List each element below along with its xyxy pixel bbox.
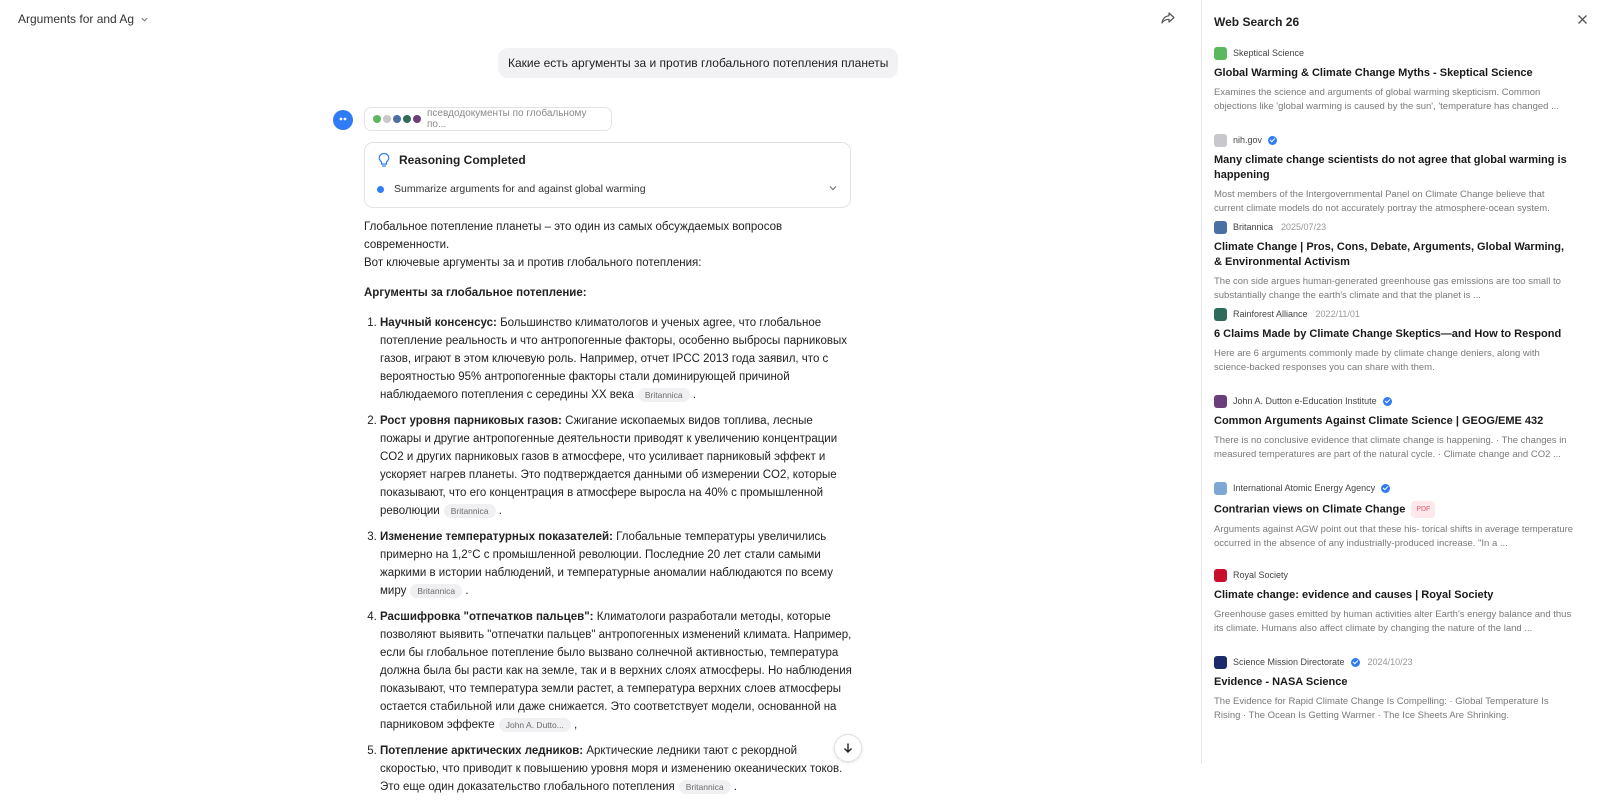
result-title[interactable]: Evidence - NASA Science [1214,676,1348,688]
section-heading: Аргументы за глобальное потепление: [364,287,587,299]
verified-badge-icon [1351,658,1360,667]
citation-chip[interactable]: Britannica [679,780,731,794]
source-favicon-icon [1214,308,1227,321]
item-title: Рост уровня парниковых газов: [380,415,562,427]
search-result[interactable] [1214,568,1574,655]
source-name: Skeptical Science [1233,48,1305,58]
item-text: Климатологи разработали методы, которые позволяют выявить "отпечатки пальцев" антропогенных изменений климата. Например, если бы глобальное потепление было вызвано солнечной активностью, температура должна была бы расти как на земле, так и в верхних слоях атмосферы. Но наблюдения показывают, что температура земли растет, а температура верхних слоев атмосферы остается стабильной или даже снижается. Это соответствует модели, основанной на парниковом эффекте [380,611,852,731]
reasoning-step-text: Summarize arguments for and against global warming [394,183,646,195]
item-text: Глобальные температуры увеличились примерно на 1,2°C с промышленной революции. Последние 20 лет стали самыми жаркими в истории наблюдений, и температурные аномалии наблюдаются по всему миру [380,531,833,597]
conversation-title: Arguments for and Ag [18,12,135,26]
citation-chip[interactable]: Britannica [410,584,462,598]
list-item: 4. Расшифровка "отпечатков пальцев": Климатологи разработали методы, которые позволяют выявить "отпечатки пальцев" антропогенных изменений климата. Например, если бы глобальное потепление было вызвано солнечной активностью, температура должна была бы расти как на земле, так и в верхних слоях атмосферы. Но наблюдения показывают, что температура земли растет, а температура верхних слоев атмосферы остается стабильной или даже снижается. Это соответствует модели, основанной на парниковом эффекте John A. Dutto... , [380,608,854,734]
source-favicon-icon [1214,569,1227,582]
result-date: 2022/11/01 [1315,309,1360,319]
source-favicon-icon [1214,47,1227,60]
item-title: Изменение температурных показателей: [380,531,613,543]
source-favicons [373,115,421,123]
result-source [1214,220,1574,234]
result-source [1214,133,1574,147]
arguments-list [364,314,854,796]
source-favicon-icon [1214,482,1227,495]
verified-badge-icon [1381,484,1390,493]
result-snippet: The con side argues human-generated greenhouse gas emissions are too small to substantially change the earth's climate and that the planet is ... [1214,276,1561,301]
source-favicon-icon [1214,656,1227,669]
list-item: 3. Изменение температурных показателей: Глобальные температуры увеличились примерно на 1,2°C с промышленной революции. Последние 20 лет стали самыми жаркими в истории наблюдений, и температурные аномалии наблюдаются по всему миру Britannica . [380,528,854,600]
search-result[interactable] [1214,394,1574,481]
item-text: Арктические ледники тают с рекордной скоростью, что приводит к повышению уровня моря и изменению океанических токов. Это еще один доказательство глобального потепления [380,745,843,793]
list-item: 5. Потепление арктических ледников: Арктические ледники тают с рекордной скоростью, что приводит к повышению уровня моря и изменению океанических токов. Это еще один доказательство глобального потепления Britannica . [380,742,854,796]
expand-chevron-icon[interactable] [828,183,838,193]
reasoning-card [364,142,851,208]
share-icon[interactable] [1160,10,1176,26]
result-source [1214,46,1574,60]
close-icon[interactable] [1577,14,1588,25]
source-favicon-icon [1214,221,1227,234]
result-title[interactable]: Contrarian views on Climate Change PDF [1214,501,1574,518]
result-snippet: Greenhouse gases emitted by human activities alter Earth's energy balance and thus its climate. Humans also affect climate by changing the nature of the land ... [1214,609,1572,634]
verified-badge-icon [1383,397,1392,406]
item-title: Расшифровка "отпечатков пальцев": [380,611,594,623]
result-date: 2025/07/23 [1281,222,1327,232]
result-source [1214,568,1574,582]
source-favicon-icon [1214,395,1227,408]
list-item: 2. Рост уровня парниковых газов: Сжигание ископаемых видов топлива, лесные пожары и другие антропогенные деятельности приводят к увеличению концентрации CO2 и других парниковых газов в атмосфере, что усиливает парниковый эффект и ускоряет нагрев планеты. Это подтверждается данными об измерении CO2, которые показывают, что его концентрация в атмосфере выросла на 40% с промышленной революции Britannica . [380,412,854,520]
search-result[interactable] [1214,46,1574,133]
source-name: International Atomic Energy Agency [1233,483,1376,493]
source-name: nih.gov [1233,135,1263,145]
search-result[interactable] [1214,655,1574,742]
item-text: Сжигание ископаемых видов топлива, лесные пожары и другие антропогенные деятельности приводят к увеличению концентрации CO2 и других парниковых газов в атмосфере, что усиливает парниковый эффект и ускоряет нагрев планеты. Это подтверждается данными об измерении CO2, которые показывают, что его концентрация в атмосфере выросла на 40% с промышленной революции [380,415,838,517]
result-snippet: Here are 6 arguments commonly made by climate change deniers, along with science-backed responses you can share with them. [1214,348,1540,373]
user-message: Какие есть аргументы за и против глобального потепления планеты [498,48,898,78]
reasoning-step [377,183,646,195]
result-title[interactable]: Global Warming & Climate Change Myths - Skeptical Science [1214,67,1533,79]
search-result[interactable] [1214,307,1574,394]
citation-chip[interactable]: Britannica [638,388,690,402]
item-text: Большинство климатологов и ученых agree, что глобальное потепление реальность и что антропогенные факторы, особенно выбросы парниковых газов, играют в этом ключевую роль. Например, отчет IPCC 2013 года заявил, что с вероятностью 95% антропогенные факторы стали доминирующей причиной наблюдаемого потепления с середины XX века [380,317,847,401]
search-results-list [1214,46,1574,742]
lightbulb-icon [377,152,391,168]
source-name: Rainforest Alliance [1233,309,1308,319]
citation-chip[interactable]: John A. Dutto... [499,718,571,732]
conversation-title-dropdown[interactable] [18,12,149,26]
result-snippet: Most members of the Intergovernmental Panel on Climate Change believe that current climate models do not accurately portray the atmosphere-ocean system. [1214,189,1550,214]
citation-chip[interactable]: Britannica [444,504,496,518]
result-source [1214,481,1574,495]
item-title: Потепление арктических ледников: [380,745,584,757]
step-dot-icon [377,186,384,193]
pdf-badge: PDF [1411,501,1435,518]
item-title: Научный консенсус: [380,317,497,329]
result-snippet: Arguments against AGW point out that these his- torical shifts in average temperature occurred in the absence of any industrially-produced increase. "In a ... [1214,524,1574,549]
result-title[interactable]: Climate Change | Pros, Cons, Debate, Arguments, Global Warming, & Environmental Activism [1214,241,1565,268]
result-date: 2024/10/23 [1367,657,1413,667]
assistant-avatar [333,110,353,130]
result-title[interactable]: Many climate change scientists do not agree that global warming is happening [1214,154,1567,181]
search-result[interactable] [1214,220,1574,307]
search-result[interactable] [1214,481,1574,568]
result-source [1214,307,1574,321]
result-title[interactable]: 6 Claims Made by Climate Change Skeptics—and How to Respond [1214,328,1562,340]
source-name: Britannica [1233,222,1274,232]
search-result[interactable] [1214,133,1574,220]
verified-badge-icon [1268,136,1277,145]
result-title[interactable]: Common Arguments Against Climate Science | GEOG/EME 432 [1214,415,1544,427]
sources-pill-label: псевдодокументы по глобальному по... [427,108,587,130]
scroll-to-bottom-button[interactable] [834,734,862,762]
answer-intro-line1: Глобальное потепление планеты – это один из самых обсуждаемых вопросов современности. [364,221,783,251]
result-snippet: Examines the science and arguments of global warming skepticism. Common objections like 'global warming is caused by the sun', 'temperature has changed ... [1214,87,1559,112]
result-snippet: The Evidence for Rapid Climate Change Is Compelling: · Global Temperature Is Rising · The Ocean Is Getting Warmer · The Ice Sheets Are Shrinking. [1214,696,1549,721]
assistant-answer [364,218,854,804]
result-title[interactable]: Climate change: evidence and causes | Royal Society [1214,589,1494,601]
reasoning-title: Reasoning Completed [399,153,526,167]
source-name: John A. Dutton e-Education Institute [1233,396,1377,406]
arrow-down-icon [842,742,854,754]
answer-intro-line2: Вот ключевые аргументы за и против глобального потепления: [364,257,702,269]
result-snippet: There is no conclusive evidence that climate change is happening. · The changes in measured temperatures are part of the natural cycle. · Climate change and CO2 ... [1214,435,1567,460]
sources-pill[interactable] [364,107,612,131]
source-name: Science Mission Directorate [1233,657,1345,667]
chevron-down-icon [140,15,149,24]
web-search-panel [1201,0,1600,764]
result-source [1214,655,1574,669]
list-item: 1. Научный консенсус: Большинство климатологов и ученых agree, что глобальное потепление реальность и что антропогенные факторы, особенно выбросы парниковых газов, играют в этом ключевую роль. Например, отчет IPCC 2013 года заявил, что с вероятностью 95% антропогенные факторы стали доминирующей причиной наблюдаемого потепления с середины XX века Britannica . [380,314,854,404]
result-source [1214,394,1574,408]
panel-title: Web Search 26 [1214,15,1300,29]
source-favicon-icon [1214,134,1227,147]
source-name: Royal Society [1233,570,1289,580]
